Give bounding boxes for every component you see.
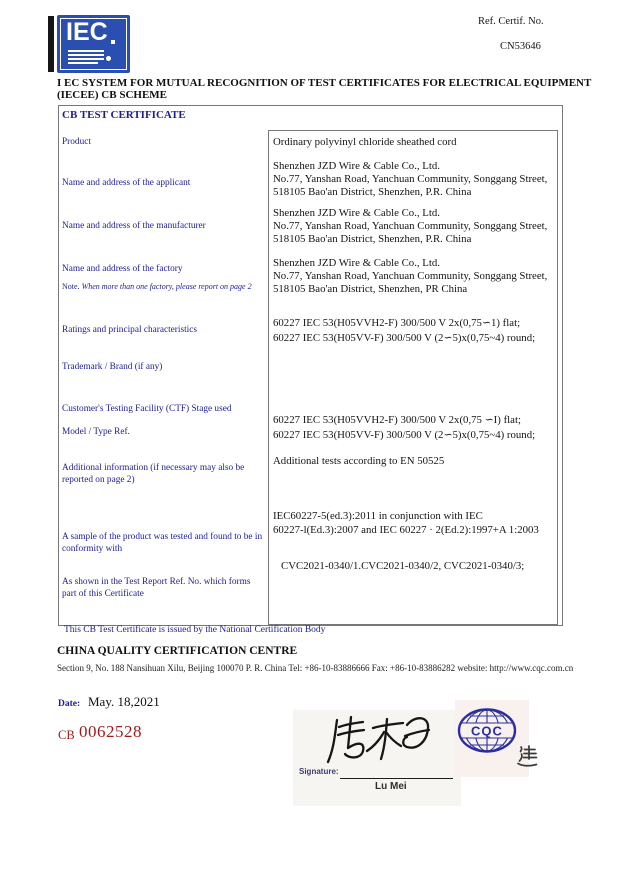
label-test-report: As shown in the Test Report Ref. No. which forms part of this Certificate [62,577,251,599]
iec-logo-frame [60,18,127,70]
value-line: 518105 Bao'an District, Shenzhen, PR China [273,283,468,295]
value-manufacturer [273,207,551,246]
value-line: No.77, Yanshan Road, Yanchuan Community, Songgang Street, [273,220,548,232]
value-line: Shenzhen JZD Wire & Cable Co., Ltd. [273,257,440,269]
label-additional-information: Additional information (if necessary may also be reported on page 2) [62,463,245,485]
value-panel [268,130,558,625]
scheme-title-line2: (IECEE) CB SCHEME [57,89,168,101]
iec-logo [46,15,132,73]
value-conformity [273,510,551,537]
label-product: Product [62,137,91,147]
label-conformity: A sample of the product was tested and found to be in conformity with [62,532,263,554]
value-ratings [273,316,551,346]
label-ratings: Ratings and principal characteristics [62,325,198,335]
ref-certif-label: Ref. Certif. No. [478,16,544,27]
signature-line [340,778,453,779]
ref-certif-number: CN53646 [500,41,541,52]
value-factory [273,257,551,296]
value-applicant [273,160,551,199]
scheme-title-line1: I EC SYSTEM FOR MUTUAL RECOGNITION OF TEST CERTIFICATES FOR ELECTRICAL EQUIPMENT [57,77,592,89]
issued-by-line: This CB Test Certificate is issued by the National Certification Body [64,625,326,635]
value-model-type-ref [273,413,551,443]
iec-logo-line [68,54,104,56]
label-manufacturer: Name and address of the manufacturer [62,221,206,231]
iec-logo-period [111,40,115,44]
iec-logo-box [57,15,130,73]
label-applicant: Name and address of the applicant [62,178,191,188]
value-line: IEC60227-5(ed.3):2011 in conjunction with IEC [273,510,483,522]
value-additional-information: Additional tests according to EN 50525 [273,455,445,467]
value-line: 518105 Bao'an District, Shenzhen, P.R. China [273,186,472,198]
label-model-type-ref: Model / Type Ref. [62,427,130,437]
iec-logo-line [68,50,104,52]
value-line: 60227 IEC 53(H05VVH2-F) 300/500 V 2x(0,75∽1) flat; [273,317,521,329]
value-line: No.77, Yanshan Road, Yanchuan Community, Songgang Street, [273,270,548,282]
certificate-table [58,105,563,626]
value-line: No.77, Yanshan Road, Yanchuan Community, Songgang Street, [273,173,548,185]
iec-logo-spine [48,16,54,72]
value-line: 60227 IEC 53(H05VV-F) 300/500 V (2∽5)x(0,75~4) round; [273,332,536,344]
cb-number: 0062528 [79,722,142,741]
factory-note-prefix: Note. [62,282,80,291]
value-line: 60227 IEC 53(H05VVH2-F) 300/500 V 2x(0,75 ∽I) flat; [273,414,521,426]
value-test-report: CVC2021-0340/1.CVC2021-0340/2, CVC2021-0340/3; [281,560,525,572]
signatory-name: Lu Mei [375,781,407,792]
signature-label: Signature: [299,767,339,776]
label-ctf-stage: Customer's Testing Facility (CTF) Stage used [62,404,232,414]
signature-block [293,710,461,806]
date-value: May. 18,2021 [88,694,160,709]
iec-logo-dot [106,56,111,61]
date-label: Date: [58,699,81,709]
label-factory: Name and address of the factory [62,264,183,274]
ncb-name: CHINA QUALITY CERTIFICATION CENTRE [57,645,298,657]
cb-number-prefix: CB [58,728,75,742]
factory-note-text: When more than one factory, please report on page 2 [81,282,252,291]
iec-logo-line [68,58,104,60]
value-line: 60227-l(Ed.3):2007 and IEC 60227 · 2(Ed.2):1997+A 1:2003 [273,523,539,536]
cqc-globe-icon [457,708,517,753]
certificate-title: CB TEST CERTIFICATE [62,109,186,121]
value-product: Ordinary polyvinyl chloride sheathed cord [273,136,457,148]
iec-logo-line [68,62,98,64]
value-line: Shenzhen JZD Wire & Cable Co., Ltd. [273,207,440,219]
cqc-seal-text: CQC [471,723,503,739]
label-trademark: Trademark / Brand (if any) [62,362,163,372]
iec-logo-text: IEC [66,18,108,46]
jian-seal-character-icon [516,744,538,769]
value-line: 60227 IEC 53(H05VV-F) 300/500 V (2∽5)x(0,75~4) round; [273,429,536,441]
value-line: 518105 Bao'an District, Shenzhen, P.R. China [273,233,472,245]
label-factory-note [62,281,272,293]
ncb-address: Section 9, No. 188 Nansihuan Xilu, Beijing 100070 P. R. China Tel: +86-10-83886666 Fax: +86-10-83886282 website: http://www.cqc.com.cn [57,663,574,673]
signature-handwriting-icon [321,712,446,770]
value-line: Shenzhen JZD Wire & Cable Co., Ltd. [273,160,440,172]
